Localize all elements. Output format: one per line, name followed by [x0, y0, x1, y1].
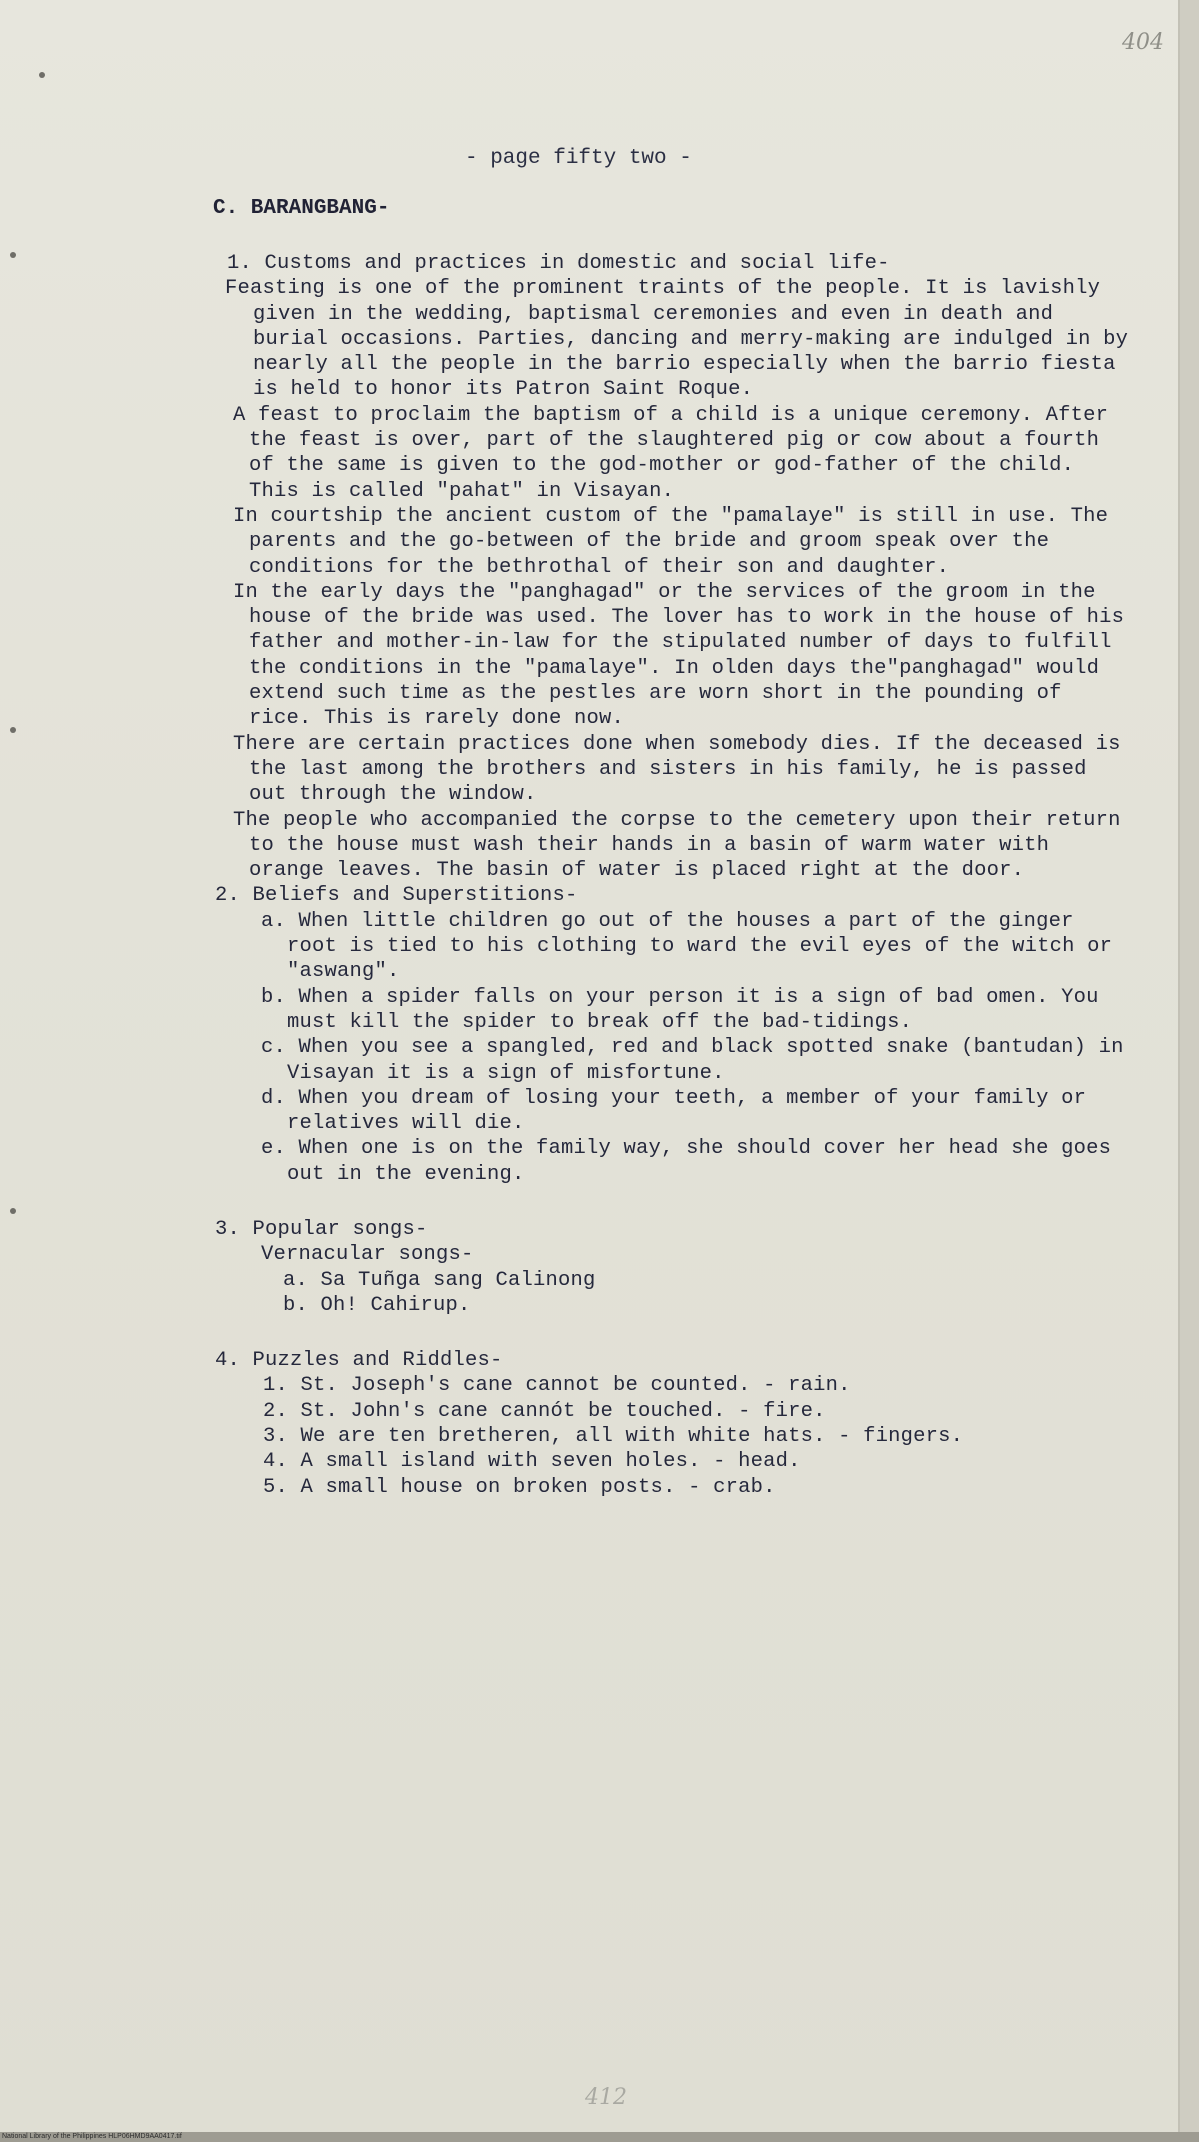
riddle-item: 3. We are ten bretheren, all with white hats. - fingers.	[263, 1425, 964, 1449]
belief-item: c. When you see a spangled, red and black spotted snake (bantudan) in Visayan it is a sign of misfortune.	[261, 1036, 1124, 1085]
page-heading: - page fifty two -	[465, 147, 692, 170]
belief-item: a. When little children go out of the houses a part of the ginger root is tied to his clothing to ward the evil eyes of the witch or "aswang".	[261, 909, 1113, 984]
songs-subheading: Vernacular songs-	[261, 1243, 474, 1267]
customs-paragraph: In the early days the "panghagad" or the services of the groom in the house of the bride was used. The lover has to work in the house of his father and mother-in-law for the stipulated number of days to fulfill the conditions in the "pamalaye". In olden days the"panghagad" would extend such time as the pestles are worn short in the pounding of rice. This is rarely done now.	[233, 580, 1125, 731]
scan-source-note: National Library of the Philippines HLP06HMD9AA0417.tif	[2, 2133, 182, 2140]
belief-item: b. When a spider falls on your person it is a sign of bad omen. You must kill the spider to break off the bad-tidings.	[261, 985, 1099, 1034]
riddle-item: 4. A small island with seven holes. - head.	[263, 1450, 801, 1474]
customs-paragraph: A feast to proclaim the baptism of a child is a unique ceremony. After the feast is over, part of the slaughtered pig or cow about a fourth of the same is given to the god-mother or god-father of the child. This is called "pahat" in Visayan.	[233, 403, 1109, 503]
beliefs-heading: 2. Beliefs and Superstitions-	[215, 884, 578, 908]
riddle-item: 5. A small house on broken posts. - crab.	[263, 1475, 776, 1499]
punch-hole	[10, 1208, 16, 1214]
customs-paragraph: The people who accompanied the corpse to the cemetery upon their return to the house must wash their hands in a basin of warm water with orange leaves. The basin of water is placed right at the door.	[233, 808, 1121, 883]
song-item: a. Sa Tuñga sang Calinong	[283, 1268, 596, 1292]
punch-hole	[39, 72, 45, 78]
customs-paragraph: Feasting is one of the prominent traints of the people. It is lavishly given in the wedding, baptismal ceremonies and even in death and burial occasions. Parties, dancing and merry-making are indulged in by nearly all the people in the barrio especially when the barrio fiesta is held to honor its Patron Saint Roque.	[225, 277, 1129, 402]
riddles-heading: 4. Puzzles and Riddles-	[215, 1349, 503, 1373]
section-title: C. BARANGBANG-	[213, 197, 390, 220]
songs-heading: 3. Popular songs-	[215, 1217, 428, 1241]
document-body	[215, 251, 1135, 1500]
belief-item: d. When you dream of losing your teeth, a member of your family or relatives will die.	[261, 1086, 1087, 1136]
customs-heading: 1. Customs and practices in domestic and social life-	[227, 252, 890, 275]
belief-item: e. When one is on the family way, she should cover her head she goes out in the evening.	[261, 1137, 1112, 1186]
punch-hole	[10, 252, 16, 258]
customs-paragraph: There are certain practices done when somebody dies. If the deceased is the last among the brothers and sisters in his family, he is passed out through the window.	[233, 732, 1121, 807]
folio-number: 412	[585, 2085, 627, 2110]
punch-hole	[10, 727, 16, 733]
archive-number: 404	[1122, 30, 1164, 55]
riddle-item: 2. St. John's cane cannót be touched. - fire.	[263, 1399, 826, 1423]
customs-paragraph: In courtship the ancient custom of the "pamalaye" is still in use. The parents and the go-between of the bride and groom speak over the conditions for the bethrothal of their son and daughter.	[233, 504, 1109, 579]
song-item: b. Oh! Cahirup.	[283, 1293, 471, 1317]
riddle-item: 1. St. Joseph's cane cannot be counted. - rain.	[263, 1374, 851, 1398]
